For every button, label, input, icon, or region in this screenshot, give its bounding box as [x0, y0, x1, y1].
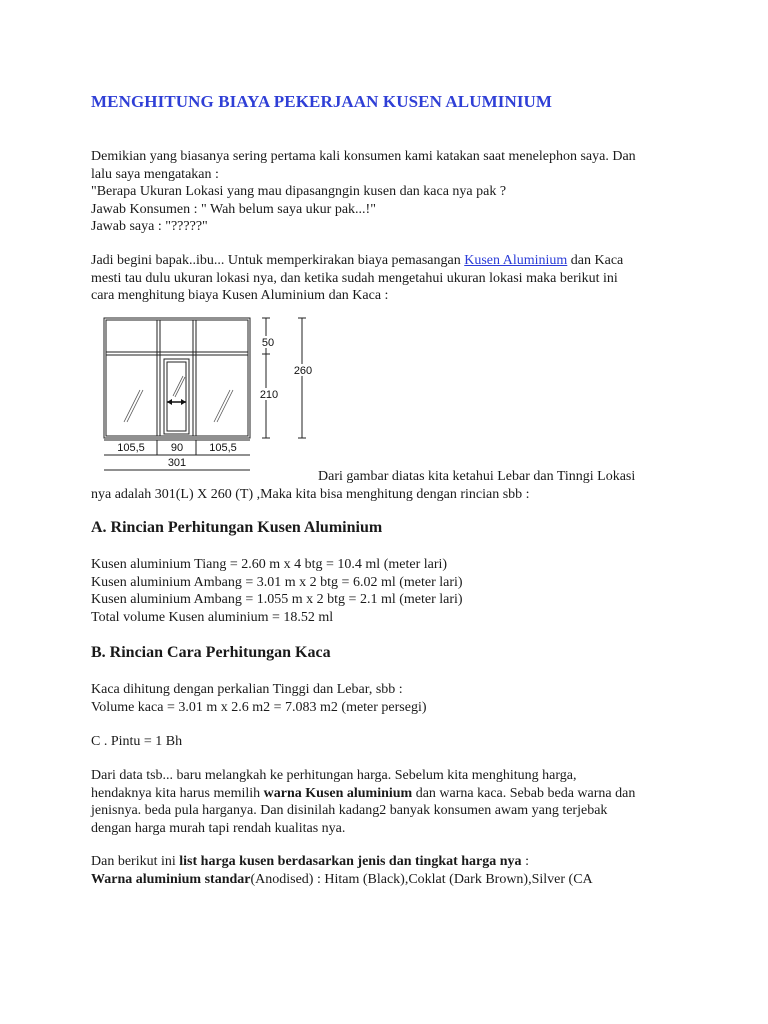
para5-bold: list harga kusen berdasarkan jenis dan tingkat harga nya [179, 854, 522, 869]
para5-bold: Warna aluminium standar [91, 871, 251, 887]
dim-total-height-label: 260 [293, 365, 313, 377]
intro-line: Jawab saya : "?????" [91, 219, 208, 234]
section-a-heading: A. Rincian Perhitungan Kusen Aluminium [91, 519, 383, 536]
section-b-line: Volume kaca = 3.01 m x 2.6 m2 = 7.083 m2 (meter persegi) [91, 699, 427, 715]
intro-line: "Berapa Ukuran Lokasi yang mau dipasangngin kusen dan kaca nya pak ? [91, 184, 507, 199]
section-a-line: Kusen aluminium Ambang = 3.01 m x 2 btg = 6.02 ml (meter lari) [91, 574, 463, 590]
para3-line: nya adalah 301(L) X 260 (T) ,Maka kita bisa menghitung dengan rincian sbb : [91, 486, 530, 502]
para2-line: mesti tau dulu ukuran lokasi nya, dan ketika sudah mengetahui ukuran lokasi maka berikut ini [91, 270, 618, 286]
dim-bottom-label: 210 [259, 389, 279, 401]
section-b-list [91, 681, 691, 716]
intro-line: Demikian yang biasanya sering pertama kali konsumen kami katakan saat menelephon saya. Dan [91, 149, 636, 164]
width-mid-label: 90 [170, 442, 184, 454]
para4-text: dan warna kaca. Sebab beda warna dan [412, 785, 636, 801]
glass-reflection-icon [124, 376, 233, 422]
para4-line: dengan harga murah tapi rendah kualitas nya. [91, 820, 346, 836]
section-b-heading: B. Rincian Cara Perhitungan Kaca [91, 644, 331, 661]
section-a-line: Kusen aluminium Ambang = 1.055 m x 2 btg = 2.1 ml (meter lari) [91, 592, 463, 607]
intro-line: lalu saya mengatakan : [91, 166, 219, 182]
width-right-label: 105,5 [209, 442, 237, 454]
para4-line: Dari data tsb... baru melangkah ke perhitungan harga. Sebelum kita menghitung harga, [91, 768, 577, 783]
width-left-label: 105,5 [117, 442, 145, 454]
section-c-line: C . Pintu = 1 Bh [91, 734, 183, 749]
para2-line: cara menghitung biaya Kusen Aluminium dan Kaca : [91, 288, 389, 303]
pricing-intro-paragraph [91, 252, 691, 305]
dimension-paragraph [91, 468, 691, 503]
para5-text: Dan berikut ini [91, 854, 180, 869]
para2-text: Jadi begini bapak..ibu... Untuk memperkirakan biaya pemasangan [91, 253, 465, 268]
para5-text: : [521, 854, 529, 869]
para3-line: Dari gambar diatas kita ketahui Lebar dan Tinngi Lokasi [318, 469, 636, 484]
para2-text: dan Kaca [567, 253, 624, 268]
section-a-line: Total volume Kusen aluminium = 18.52 ml [91, 609, 334, 625]
intro-line: Jawab Konsumen : " Wah belum saya ukur pak...!" [91, 201, 376, 217]
section-b-line: Kaca dihitung dengan perkalian Tinggi dan Lebar, sbb : [91, 682, 403, 697]
para4-line: jenisnya. beda pula harganya. Dan disinilah kadang2 banyak konsumen awam yang terjebak [91, 803, 608, 818]
section-a-line: Kusen aluminium Tiang = 2.60 m x 4 btg = 10.4 ml (meter lari) [91, 557, 448, 572]
article-title: MENGHITUNG BIAYA PEKERJAAN KUSEN ALUMINIUM [91, 92, 553, 111]
section-a-list [91, 556, 691, 626]
kusen-aluminium-link[interactable]: Kusen Aluminium [464, 253, 568, 268]
width-total-label: 301 [167, 457, 187, 469]
frame-diagram [100, 312, 325, 474]
para4-bold: warna Kusen aluminium [263, 785, 413, 801]
para5-text: (Anodised) : Hitam (Black),Coklat (Dark Brown),Silver (CA [250, 871, 593, 887]
para4-text: hendaknya kita harus memilih [91, 785, 264, 801]
intro-paragraph [91, 148, 691, 236]
color-choice-paragraph [91, 767, 691, 837]
dim-top-label: 50 [261, 337, 275, 349]
price-list-paragraph [91, 853, 691, 888]
